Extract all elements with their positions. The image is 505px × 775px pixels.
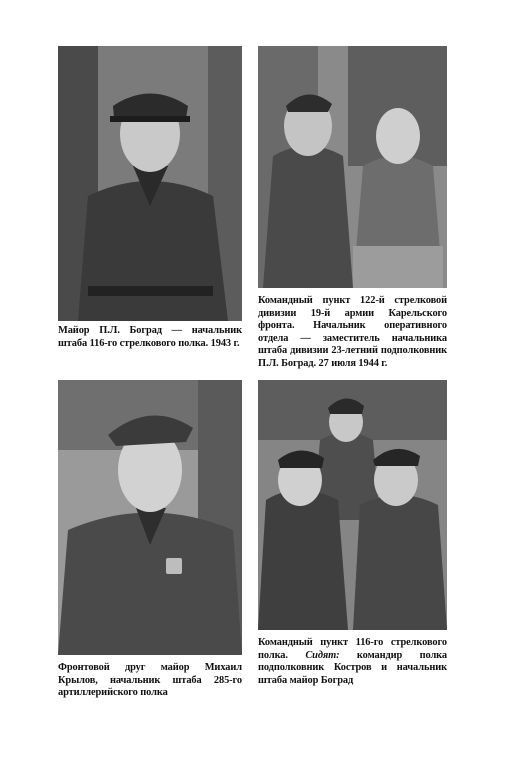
photo-major-krylov-portrait <box>58 380 242 655</box>
photo-major-bograd-portrait <box>58 46 242 321</box>
caption-command-post-122 <box>258 295 447 371</box>
caption-text-italic: Сидят: <box>305 649 340 661</box>
group-figures-icon <box>258 46 447 288</box>
portrait-figure-icon <box>58 46 242 321</box>
caption-text: Фронтовой друг майор Михаил Крылов, начальник штаба 285-го артиллерийского полка <box>58 662 242 699</box>
photo-three-officers <box>258 380 447 630</box>
photo-command-post-two-officers <box>258 46 447 288</box>
caption-text: Командный пункт 122-й стрелковой дивизии 19-й армии Карельского фронта. Начальник оперативного отдела — заместитель начальника штаба дивизии 23-летний подполковник П.Л. Боград. 27 июля 1944 г. <box>258 295 447 369</box>
caption-major-krylov <box>58 662 242 700</box>
caption-text: Майор П.Л. Боград — начальник штаба 116-го стрелкового полка. 1943 г. <box>58 325 242 349</box>
group-figures-icon <box>258 380 447 630</box>
portrait-figure-icon <box>58 380 242 655</box>
caption-command-post-116 <box>258 637 447 687</box>
caption-major-bograd <box>58 325 242 350</box>
caption-text-part2: командир полка подполковник Костров и начальник штаба майор Боград <box>258 649 447 686</box>
caption-text-part1: Командный пункт 116-го стрелкового полка. <box>258 637 447 661</box>
